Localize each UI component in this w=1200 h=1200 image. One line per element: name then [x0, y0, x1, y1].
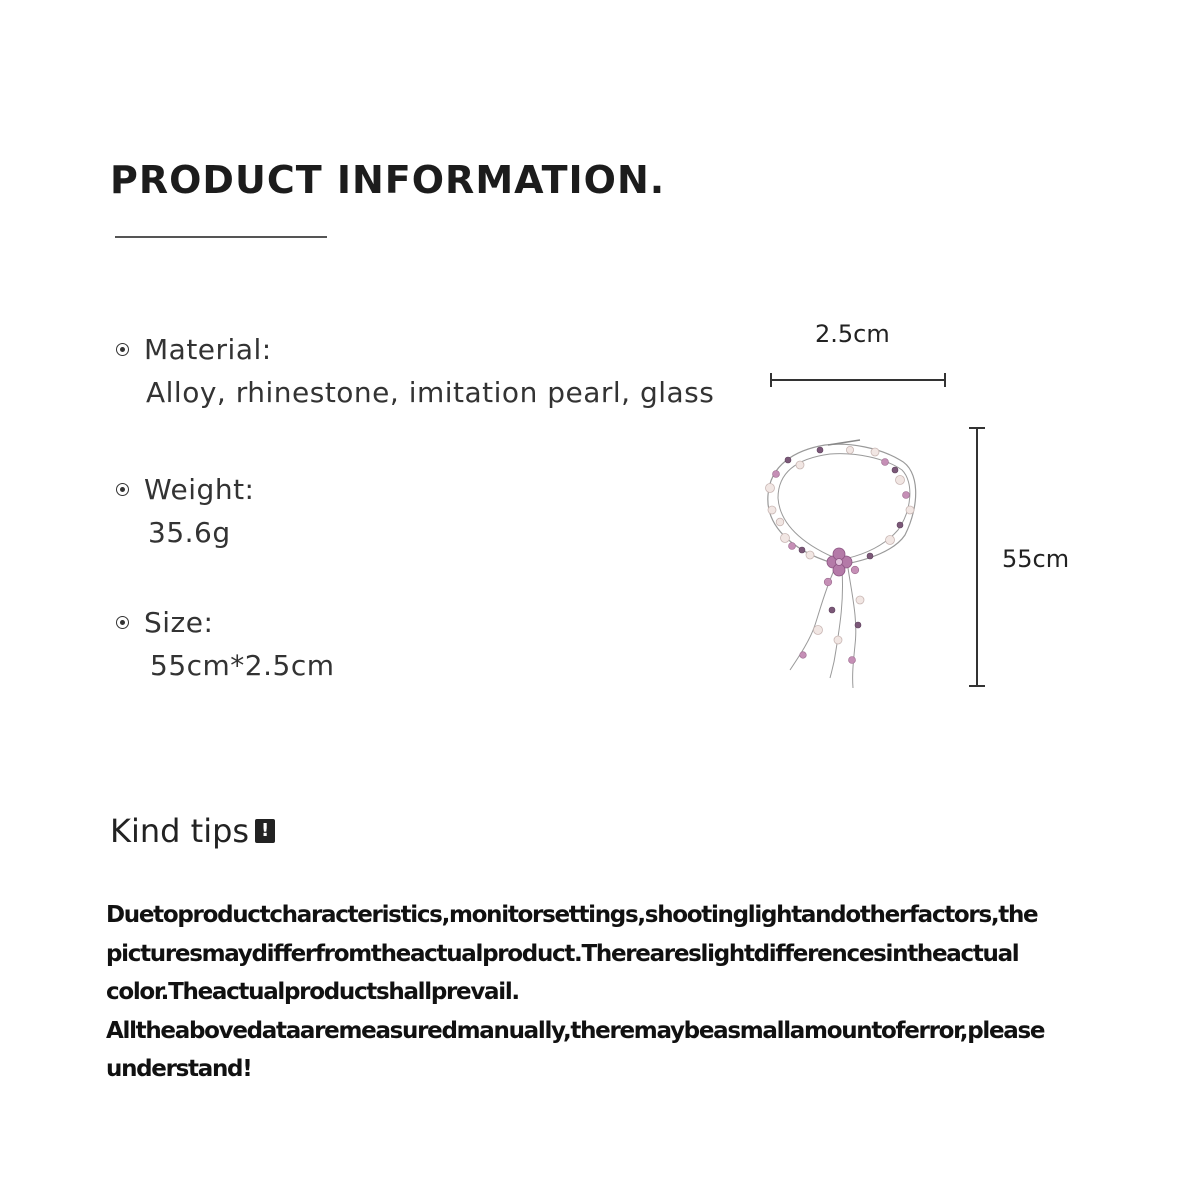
kind-tips-heading [110, 812, 275, 850]
spec-material [116, 332, 756, 409]
page-title: PRODUCT INFORMATION. [110, 158, 666, 202]
product-diagram [740, 370, 1060, 700]
kind-tips-title: Kind tips [110, 812, 250, 850]
tips-line: picturesmaydifferfromtheactualproduct.Thereareslightdifferencesintheactual [106, 940, 1019, 967]
bullet-circle-icon [116, 483, 129, 496]
spec-value: Alloy, rhinestone, imitation pearl, glass [146, 376, 715, 409]
necklace-image [766, 440, 916, 688]
title-divider [115, 236, 327, 238]
spec-label: Weight: [144, 472, 255, 506]
width-dimension-line [771, 373, 945, 387]
bullet-circle-icon [116, 343, 129, 356]
length-dimension-label: 55cm [1002, 545, 1070, 573]
bullet-circle-icon [116, 616, 129, 629]
tips-line: Alltheabovedataaremeasuredmanually,theremaybeasmallamountoferror,please [106, 1017, 1045, 1044]
tips-line: color.Theactualproductshallprevail. [106, 979, 519, 1005]
width-dimension-label: 2.5cm [815, 320, 890, 348]
warning-icon: ! [255, 819, 275, 843]
tips-line: understand! [106, 1056, 252, 1082]
spec-label: Material: [144, 332, 272, 366]
spec-value: 55cm*2.5cm [150, 649, 335, 682]
spec-size [116, 605, 756, 682]
spec-value: 35.6g [148, 516, 231, 549]
tips-line: Duetoproductcharacteristics,monitorsettings,shootinglightandotherfactors,the [106, 902, 1038, 928]
kind-tips-body [106, 896, 1096, 1089]
spec-weight [116, 472, 756, 549]
length-dimension-line [969, 428, 985, 686]
spec-label: Size: [144, 605, 214, 639]
